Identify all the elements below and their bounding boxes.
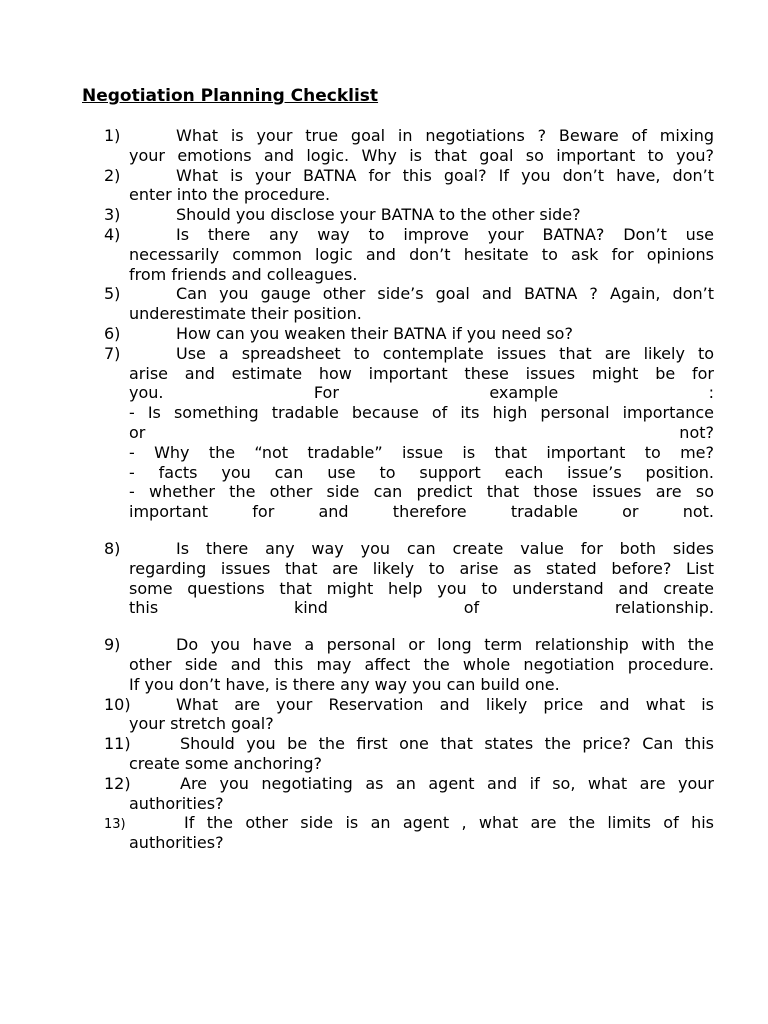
item-text-line: important for and therefore tradable or not. [129,502,714,522]
item-text-line: What are your Reservation and likely price and what is [176,694,714,714]
list-item [104,284,714,324]
document-title: Negotiation Planning Checklist [82,86,379,106]
item-number: 8) [104,538,121,558]
item-number: 10) [104,694,131,714]
item-text-line: some questions that might help you to understand and create [129,578,714,598]
item-text-line: authorities? [129,793,224,813]
list-item [104,774,714,814]
item-number: 2) [104,165,121,185]
list-item [104,695,714,735]
item-number: 11) [104,734,131,754]
list-item [104,166,714,206]
item-number: 3) [104,205,121,225]
item-text-line: Use a spreadsheet to contemplate issues that are likely to [176,343,714,363]
item-text-line: or not? [129,422,714,442]
item-text-line: - Why the “not tradable” issue is that important to me? [129,442,714,462]
item-number: 7) [104,343,121,363]
item-text-line: If you don’t have, is there any way you can build one. [129,674,560,694]
item-text-line: If the other side is an agent , what are the limits of his [184,813,714,833]
item-text-line: Is there any way to improve your BATNA? Don’t use [176,224,714,244]
item-text-line: you. For example : [129,383,714,403]
item-text-line: - Is something tradable because of its high personal importance [129,403,714,423]
list-item [104,813,714,853]
item-text-line: Should you disclose your BATNA to the other side? [176,205,581,225]
checklist [104,126,714,853]
item-text-line: necessarily common logic and don’t hesitate to ask for opinions [129,244,714,264]
item-number: 4) [104,224,121,244]
item-text-line: this kind of relationship. [129,598,714,618]
list-item [104,539,714,618]
item-text-line: your stretch goal? [129,714,274,734]
item-number: 5) [104,284,121,304]
item-text-line: Is there any way you can create value for both sides [176,538,714,558]
item-text-line: Are you negotiating as an agent and if so, what are your [180,773,714,793]
list-item [104,205,714,225]
item-number: 1) [104,126,121,145]
item-text-line: Can you gauge other side’s goal and BATNA ? Again, don’t [176,284,714,304]
item-text-line: How can you weaken their BATNA if you need so? [176,323,573,343]
item-text-line: from friends and colleagues. [129,264,358,284]
list-item [104,734,714,774]
item-number: 12) [104,773,131,793]
item-text-line: Do you have a personal or long term relationship with the [176,635,714,655]
list-item [104,324,714,344]
list-item [104,344,714,522]
item-text-line: your emotions and logic. Why is that goal so important to you? [129,145,714,165]
item-text-line: - whether the other side can predict that those issues are so [129,482,714,502]
item-text-line: What is your true goal in negotiations ? Beware of mixing [176,126,714,145]
item-text-line: underestimate their position. [129,304,362,324]
item-text-line: arise and estimate how important these issues might be for [129,363,714,383]
item-number: 6) [104,323,121,343]
list-item [104,225,714,284]
list-item [104,126,714,166]
item-text-line: regarding issues that are likely to arise as stated before? List [129,558,714,578]
item-text-line: - facts you can use to support each issue’s position. [129,462,714,482]
item-text-line: What is your BATNA for this goal? If you don’t have, don’t [176,165,714,185]
item-text-line: Should you be the first one that states the price? Can this [180,734,714,754]
item-text-line: other side and this may affect the whole negotiation procedure. [129,654,714,674]
item-number: 9) [104,635,121,655]
item-number: 13) [104,817,126,833]
item-text-line: create some anchoring? [129,753,322,773]
item-text-line: authorities? [129,833,224,853]
item-text-line: enter into the procedure. [129,185,331,205]
list-item [104,635,714,694]
